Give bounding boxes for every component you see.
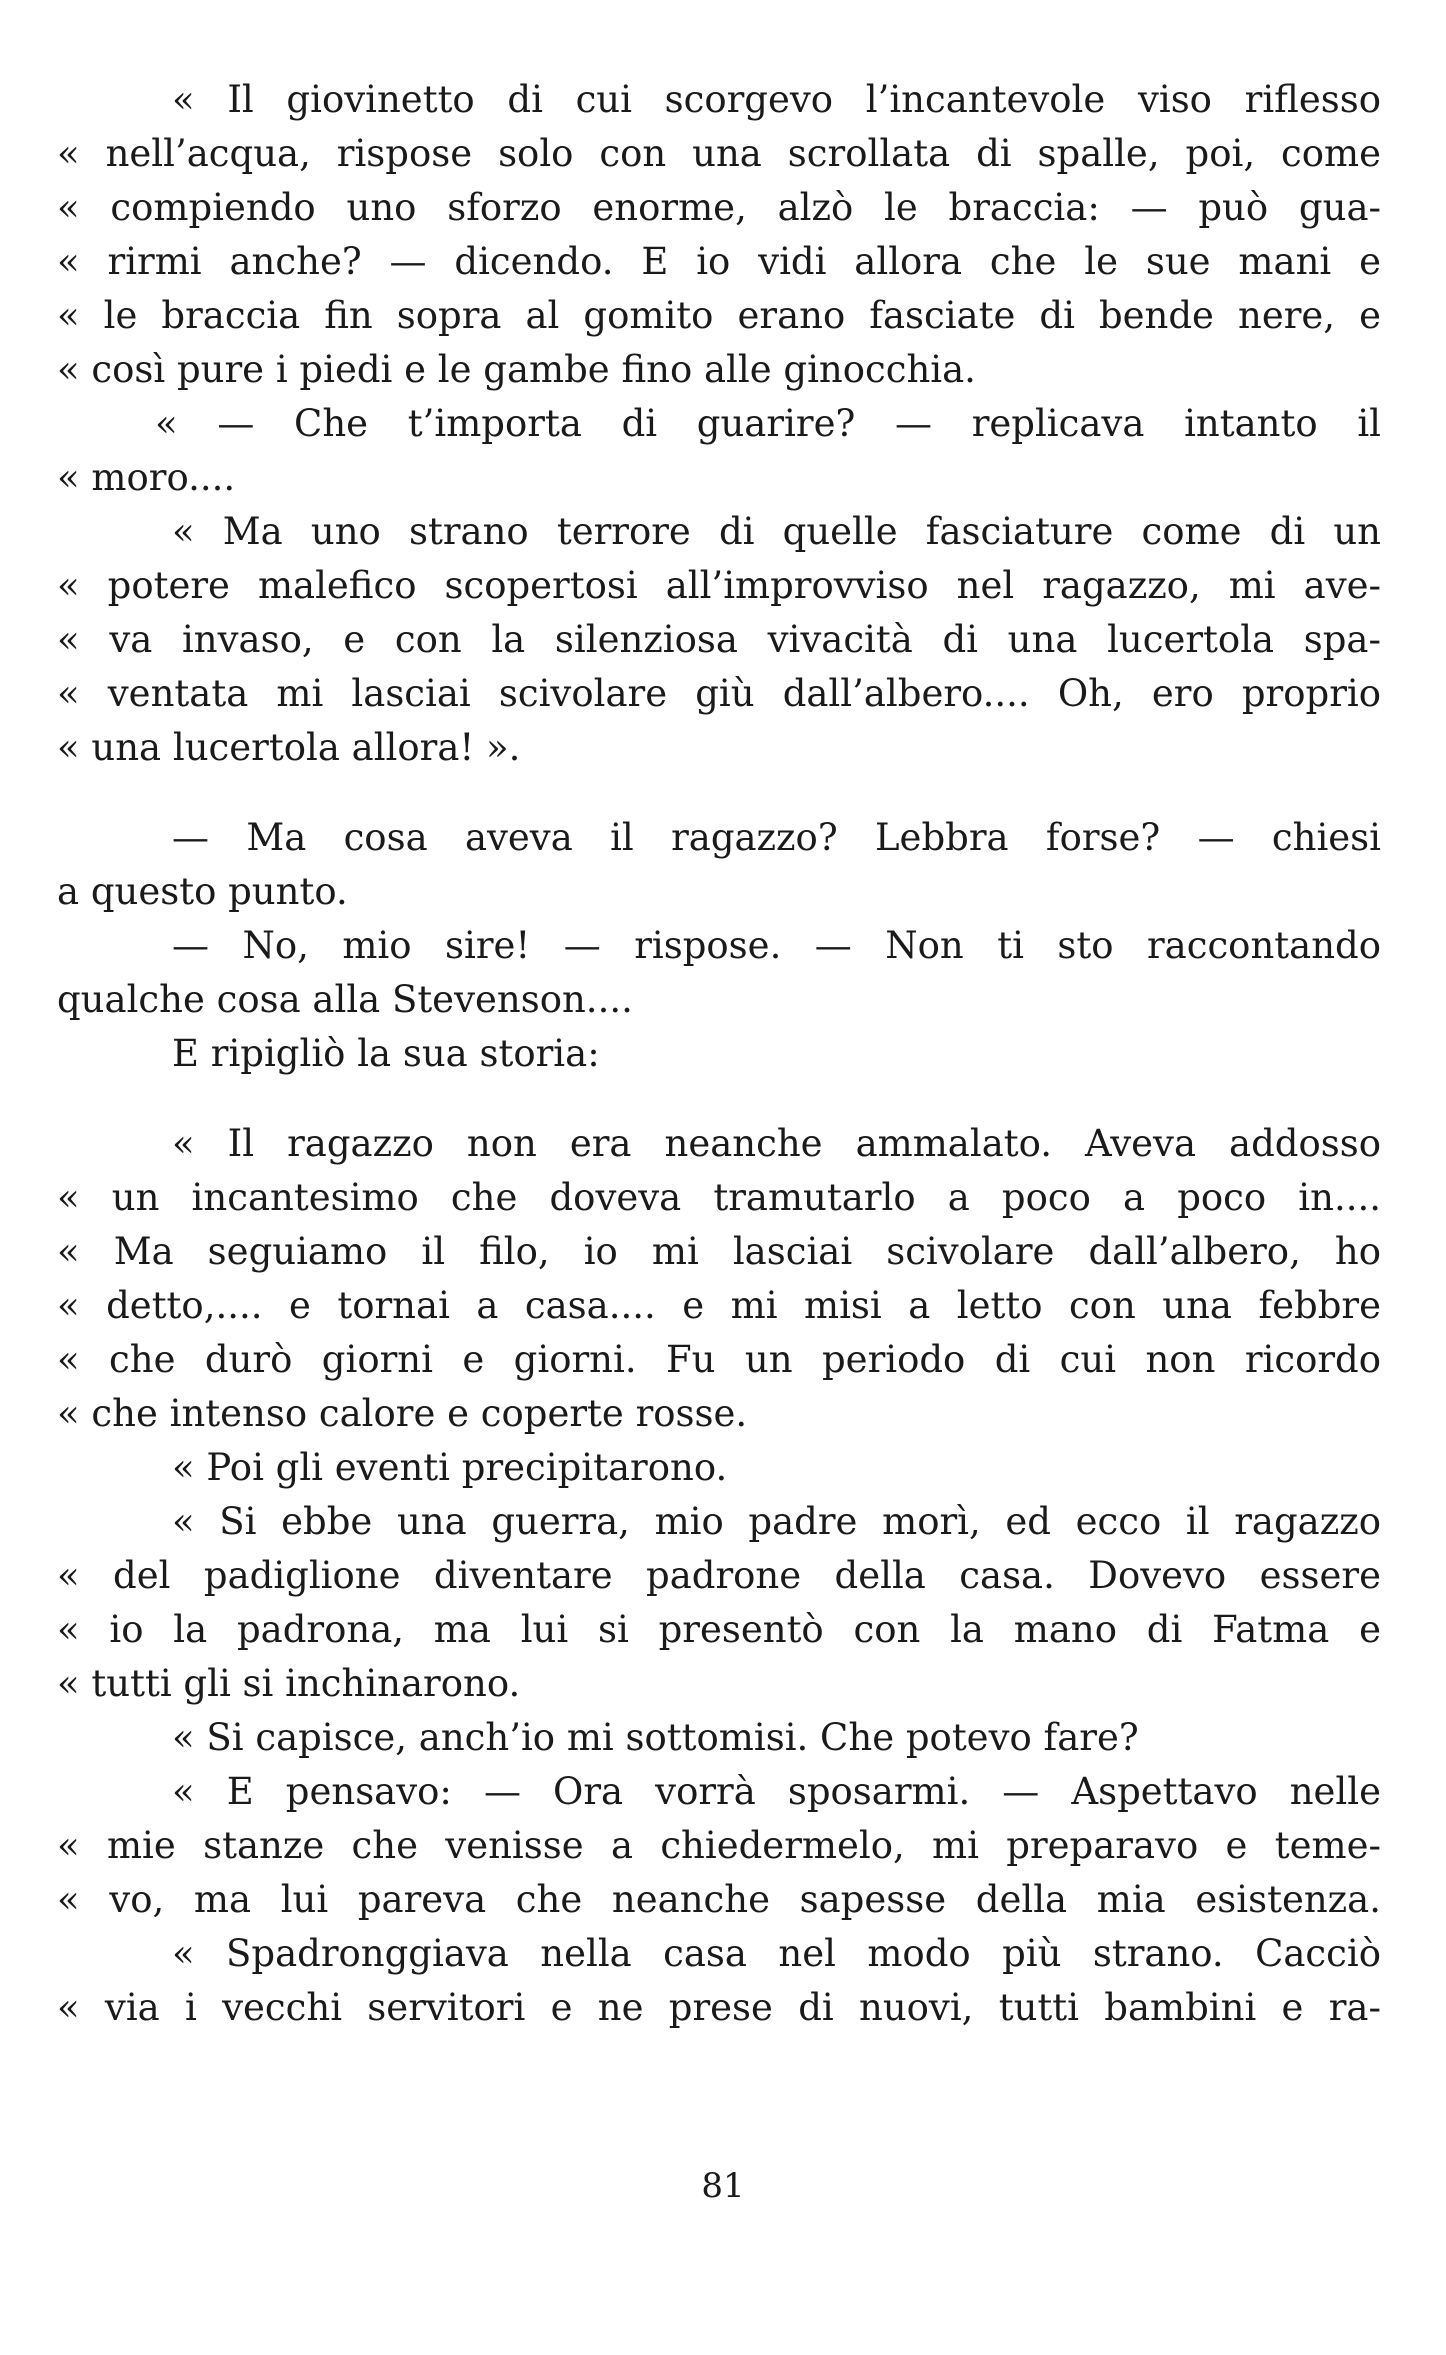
text-line: « Poi gli eventi precipitarono. bbox=[172, 1446, 728, 1489]
text-line: « Ma uno strano terrore di quelle fasciature come di un bbox=[172, 510, 1381, 553]
text-line: « così pure i piedi e le gambe fino alle ginocchia. bbox=[57, 348, 976, 391]
text-line: « moro.... bbox=[57, 456, 236, 499]
text-line: E ripigliò la sua storia: bbox=[172, 1032, 600, 1075]
text-line: « detto,.... e tornai a casa.... e mi misi a letto con una febbre bbox=[57, 1284, 1381, 1327]
text-line: « tutti gli si inchinarono. bbox=[57, 1662, 521, 1705]
text-line: « Si capisce, anch’io mi sottomisi. Che potevo fare? bbox=[172, 1716, 1139, 1759]
text-line: « un incantesimo che doveva tramutarlo a poco a poco in.... bbox=[57, 1176, 1381, 1219]
text-line: « mie stanze che venisse a chiedermelo, mi preparavo e teme- bbox=[57, 1824, 1381, 1867]
text-line: « che intenso calore e coperte rosse. bbox=[57, 1392, 748, 1435]
text-line: « una lucertola allora! ». bbox=[57, 726, 521, 769]
text-line: « vo, ma lui pareva che neanche sapesse della mia esistenza. bbox=[57, 1878, 1381, 1921]
text-line: « rirmi anche? — dicendo. E io vidi allora che le sue mani e bbox=[57, 240, 1381, 283]
text-line: « Il ragazzo non era neanche ammalato. Aveva addosso bbox=[172, 1122, 1381, 1165]
text-line: « E pensavo: — Ora vorrà sposarmi. — Aspettavo nelle bbox=[172, 1770, 1381, 1813]
page-number: 81 bbox=[701, 2166, 745, 2206]
text-line: — No, mio sire! — rispose. — Non ti sto raccontando bbox=[172, 924, 1381, 967]
text-line: « potere malefico scopertosi all’improvviso nel ragazzo, mi ave- bbox=[57, 564, 1381, 607]
text-line: a questo punto. bbox=[57, 870, 348, 913]
text-line: « Spadronggiava nella casa nel modo più strano. Cacciò bbox=[172, 1932, 1381, 1975]
text-line: « io la padrona, ma lui si presentò con la mano di Fatma e bbox=[57, 1608, 1381, 1651]
text-line: « via i vecchi servitori e ne prese di nuovi, tutti bambini e ra- bbox=[57, 1986, 1381, 2029]
text-line: qualche cosa alla Stevenson.... bbox=[57, 978, 633, 1021]
text-line: « compiendo uno sforzo enorme, alzò le braccia: — può gua- bbox=[57, 186, 1381, 229]
text-line: « che durò giorni e giorni. Fu un periodo di cui non ricordo bbox=[57, 1338, 1381, 1381]
text-line: « del padiglione diventare padrone della casa. Dovevo essere bbox=[57, 1554, 1381, 1597]
text-line: « — Che t’importa di guarire? — replicava intanto il bbox=[155, 402, 1381, 445]
text-line: « Si ebbe una guerra, mio padre morì, ed ecco il ragazzo bbox=[172, 1500, 1381, 1543]
text-line: « nell’acqua, rispose solo con una scrollata di spalle, poi, come bbox=[57, 132, 1381, 175]
text-line: « va invaso, e con la silenziosa vivacità di una lucertola spa- bbox=[57, 618, 1381, 661]
text-line: — Ma cosa aveva il ragazzo? Lebbra forse? — chiesi bbox=[172, 816, 1381, 859]
text-line: « ventata mi lasciai scivolare giù dall’albero.... Oh, ero proprio bbox=[57, 672, 1381, 715]
text-line: « Il giovinetto di cui scorgevo l’incantevole viso riflesso bbox=[172, 78, 1381, 121]
text-line: « le braccia fin sopra al gomito erano fasciate di bende nere, e bbox=[57, 294, 1381, 337]
text-line: « Ma seguiamo il filo, io mi lasciai scivolare dall’albero, ho bbox=[57, 1230, 1381, 1273]
